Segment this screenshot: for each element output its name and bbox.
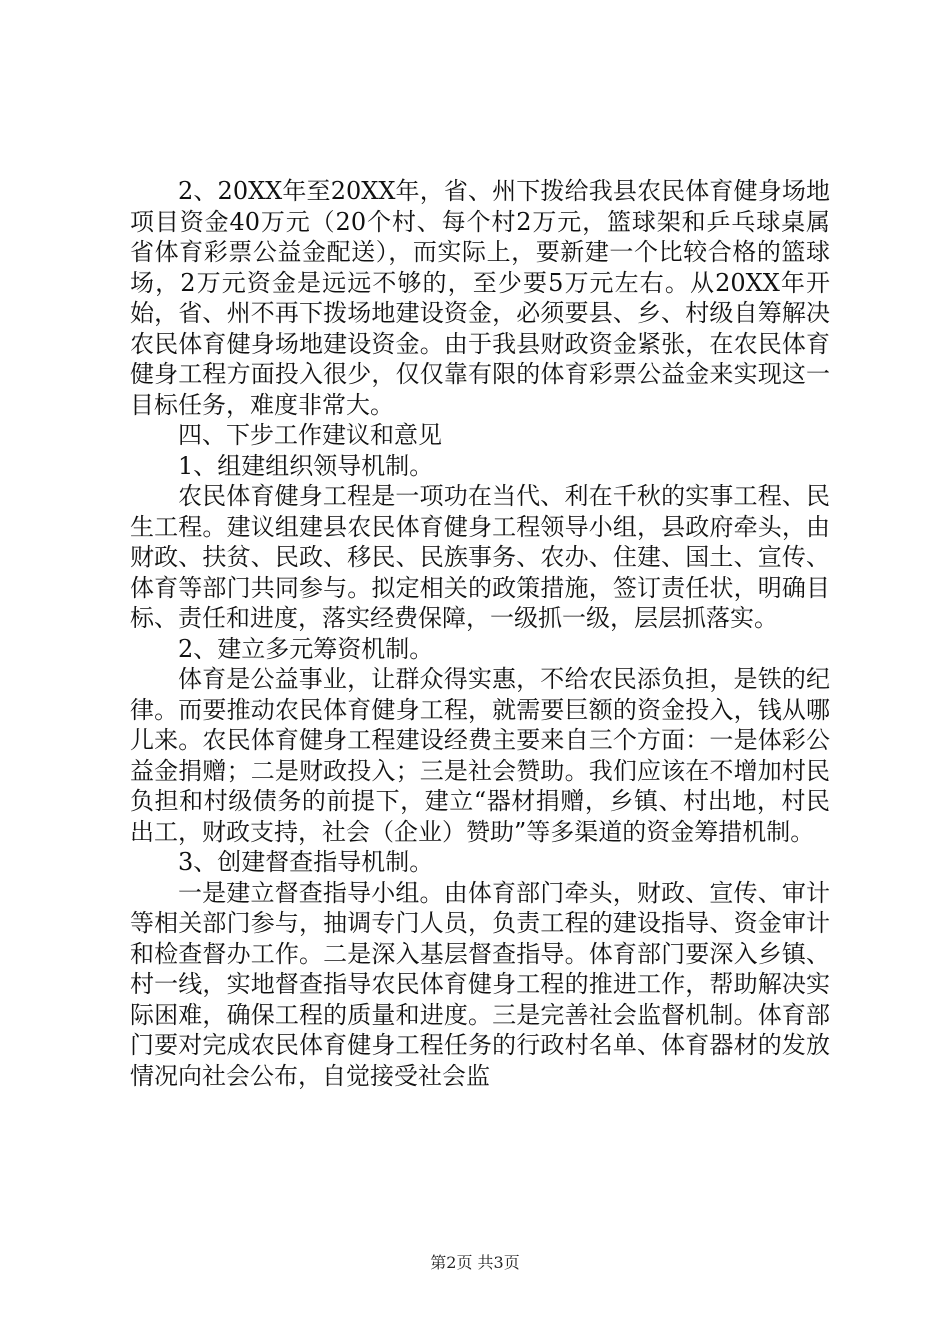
paragraph-supervision-mechanism: 一是建立督查指导小组。由体育部门牵头，财政、宣传、审计等相关部门参与，抽调专门人员，负责工程的建设指导、资金审计和检查督办工作。二是深入基层督查指导。体育部门要深入乡镇、村一线，实地督查指导农民体育健身工程的推进工作，帮助解决实际困难，确保工程的质量和进度。三是完善社会监督机制。体育部门要对完成农民体育健身工程任务的行政村名单、体育器材的发放情况向社会公布，自觉接受社会监: [130, 878, 830, 1090]
subheading-funding-mechanism: 2、建立多元筹资机制。: [178, 634, 434, 663]
paragraph-leadership-mechanism: 农民体育健身工程是一项功在当代、利在千秋的实事工程、民生工程。建议组建县农民体育健身工程领导小组，县政府牵头，由财政、扶贫、民政、移民、民族事务、农办、住建、国土、宣传、体育等部门共同参与。拟定相关的政策措施，签订责任状，明确目标、责任和进度，落实经费保障，一级抓一级，层层抓落实。: [130, 482, 830, 632]
paragraph-funding-issue: 2、20XX年至20XX年，省、州下拨给我县农民体育健身场地项目资金40万元（20个村、每个村2万元，篮球架和乒乓球桌属省体育彩票公益金配送），而实际上，要新建一个比较合格的篮球场，2万元资金是远远不够的，至少要5万元左右。从20XX年开始，省、州不再下拨场地建设资金，必须要县、乡、村级自筹解决农民体育健身场地建设资金。由于我县财政资金紧张，在农民体育健身工程方面投入很少，仅仅靠有限的体育彩票公益金来实现这一目标任务，难度非常大。: [130, 177, 830, 419]
paragraph-funding-mechanism: 体育是公益事业，让群众得实惠，不给农民添负担，是铁的纪律。而要推动农民体育健身工程，就需要巨额的资金投入，钱从哪儿来。农民体育健身工程建设经费主要来自三个方面：一是体彩公益金捐赠；二是财政投入；三是社会赞助。我们应该在不增加村民负担和村级债务的前提下，建立“器材捐赠，乡镇、村出地，村民出工，财政支持，社会（企业）赞助”等多渠道的资金筹措机制。: [130, 665, 830, 846]
page-number-footer: 第2页 共3页: [430, 1253, 520, 1272]
subheading-supervision-mechanism: 3、创建督查指导机制。: [178, 848, 434, 876]
section-heading-suggestions: 四、下步工作建议和意见: [178, 421, 442, 449]
subheading-leadership-mechanism: 1、组建组织领导机制。: [178, 451, 434, 480]
document-body: [130, 176, 830, 1091]
